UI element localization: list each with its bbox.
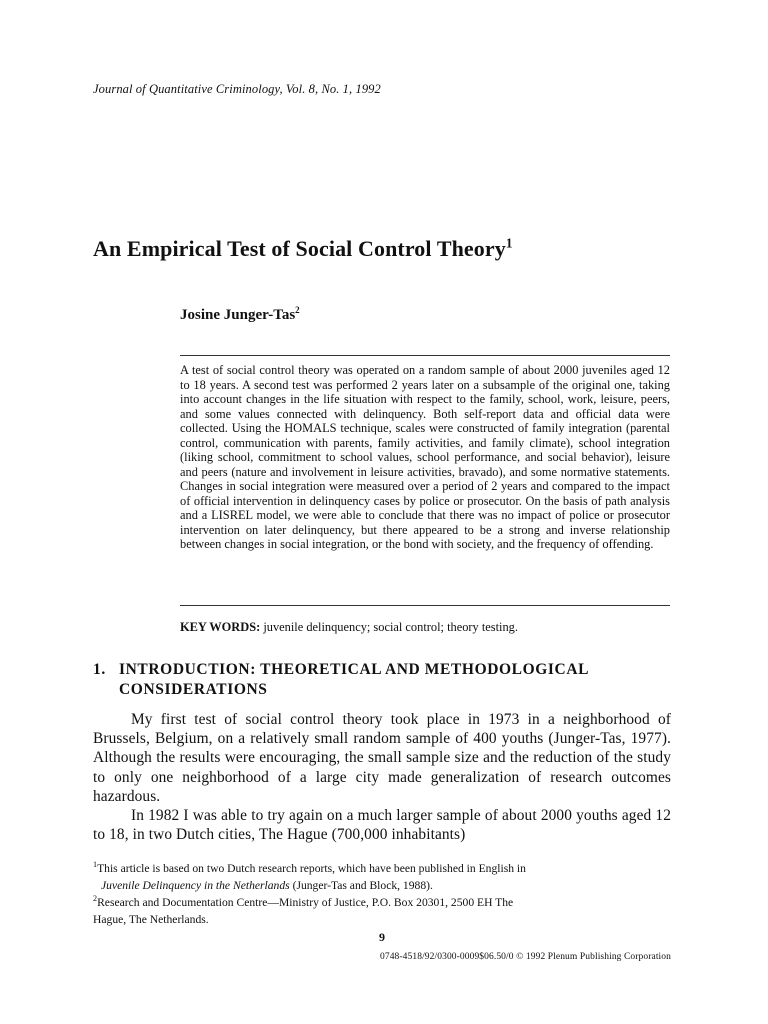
footnote-2-mark: 2 xyxy=(93,894,98,904)
keywords-text: juvenile delinquency; social control; theory testing. xyxy=(263,620,518,634)
section-heading-line1: INTRODUCTION: THEORETICAL AND METHODOLOGICAL xyxy=(119,661,590,678)
footnote-1-continuation xyxy=(93,877,671,894)
footnote-1-book-title: Juvenile Delinquency in the Netherlands xyxy=(101,879,290,892)
journal-citation: Journal of Quantitative Criminology, Vol. 8, No. 1, 1992 xyxy=(93,82,381,96)
title-footnote-mark: 1 xyxy=(505,235,513,251)
article-title xyxy=(93,236,513,262)
body-text xyxy=(93,710,671,844)
keywords xyxy=(180,620,670,635)
page-number: 9 xyxy=(379,930,385,944)
copyright-line: 0748-4518/92/0300-0009$06.50/0 © 1992 Plenum Publishing Corporation xyxy=(380,952,671,962)
footnote-1-rest: (Junger-Tas and Block, 1988). xyxy=(292,879,433,892)
section-number: 1. xyxy=(93,661,106,678)
section-heading xyxy=(93,660,673,700)
footnote-2-text: Research and Documentation Centre—Ministry of Justice, P.O. Box 20301, 2500 EH The xyxy=(97,896,514,909)
footnote-2-continuation: Hague, The Netherlands. xyxy=(93,913,209,926)
body-paragraph-1: My first test of social control theory took place in 1973 in a neighborhood of Brussels, Belgium, on a relatively small random sample of 400 youths (Junger-Tas, 1977). Although the results were encouraging, the small sample size and the reduction of the study to only one neighborhood of a large city made generalization of research outcomes hazardous. xyxy=(93,711,671,805)
keywords-label: KEY WORDS: xyxy=(180,620,261,634)
section-heading-line2: CONSIDERATIONS xyxy=(119,681,268,698)
footnote-1-mark: 1 xyxy=(93,860,98,870)
author-name xyxy=(180,307,300,324)
abstract-top-rule xyxy=(180,355,670,356)
footnote-1-text: This article is based on two Dutch research reports, which have been published in English in xyxy=(97,862,526,875)
article-title-text: An Empirical Test of Social Control Theory xyxy=(93,236,506,261)
footnotes xyxy=(93,860,671,928)
abstract-text: A test of social control theory was operated on a random sample of about 2000 juveniles aged 12 to 18 years. A second test was performed 2 years later on a subsample of the original one, taking into account changes in the life situation with respect to the family, school, work, leisure, peers, and some values connected with delinquency. Both self-report data and official data were collected. Using the HOMALS technique, scales were constructed of family integration (parental control, communication with parents, family activities, and family climate), school integration (liking school, commitment to school values, school performance, and social behavior), leisure and peers (nature and involvement in leisure activities, bravado), and some normative statements. Changes in social integration were measured over a period of 2 years and compared to the impact of official intervention in delinquency cases by police or prosecutor. On the basis of path analysis and a LISREL model, we were able to conclude that there was no impact of police or prosecutor intervention on later delinquency, but there appeared to be a strong and inverse relationship between changes in social integration, or the bond with society, and the frequency of offending. xyxy=(180,363,670,551)
body-paragraph-2: In 1982 I was able to try again on a much larger sample of about 2000 youths aged 12 to 18, in two Dutch cities, The Hague (700,000 inhabitants) xyxy=(93,807,671,844)
abstract-bottom-rule xyxy=(180,605,670,606)
author-name-text: Josine Junger-Tas xyxy=(180,307,296,323)
footnote-1 xyxy=(93,860,671,877)
author-footnote-mark: 2 xyxy=(295,305,300,315)
footnote-2 xyxy=(93,894,671,911)
